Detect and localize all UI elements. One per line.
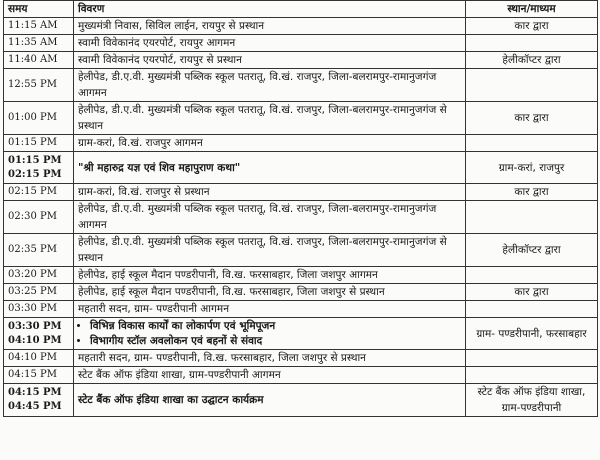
row-mode: कार द्वारा xyxy=(466,102,598,135)
time-value: 01:00 PM xyxy=(8,112,57,123)
time-value: 01:15 PM xyxy=(8,154,62,166)
row-time xyxy=(4,201,74,234)
row-mode xyxy=(466,35,598,52)
header-row xyxy=(4,1,598,18)
row-mode: हेलीकॉप्टर द्वारा xyxy=(466,52,598,69)
row-description: हेलीपेड, हाई स्कूल मैदान पण्डरीपानी, वि.ख. फरसाबहार, जिला जशपुर आगमन xyxy=(74,267,466,284)
schedule-row xyxy=(4,350,598,367)
time-value: 02:15 PM xyxy=(8,168,62,180)
schedule-row xyxy=(4,102,598,135)
row-time xyxy=(4,367,74,384)
row-time xyxy=(4,234,74,267)
row-time xyxy=(4,18,74,35)
schedule-table xyxy=(3,0,598,417)
row-time xyxy=(4,69,74,102)
row-mode xyxy=(466,367,598,384)
schedule-row xyxy=(4,267,598,284)
row-mode: स्टेट बैंक ऑफ इंडिया शाखा, ग्राम-पण्डरीपानी xyxy=(466,384,598,417)
time-value: 01:15 PM xyxy=(8,137,57,148)
row-time xyxy=(4,318,74,350)
time-value: 11:15 AM xyxy=(8,20,58,31)
row-time xyxy=(4,301,74,318)
schedule-row xyxy=(4,234,598,267)
schedule-row xyxy=(4,135,598,152)
schedule-row xyxy=(4,301,598,318)
row-mode xyxy=(466,301,598,318)
time-value: 11:35 AM xyxy=(8,37,58,48)
time-value: 02:30 PM xyxy=(8,211,57,222)
row-time xyxy=(4,267,74,284)
schedule-row xyxy=(4,384,598,417)
row-description: स्वामी विवेकानंद एयरपोर्ट, रायपुर आगमन xyxy=(74,35,466,52)
row-description: हेलीपेड, डी.ए.वी. मुख्यमंत्री पब्लिक स्कूल पतरातू, वि.खं. राजपुर, जिला-बलरामपुर-रामानुजगंज आगमन xyxy=(74,201,466,234)
row-time xyxy=(4,384,74,417)
row-mode: ग्राम-करां, राजपुर xyxy=(466,152,598,184)
row-description: ग्राम-करां, वि.खं. राजपुर से प्रस्थान xyxy=(74,184,466,201)
schedule-row xyxy=(4,318,598,350)
bullet-list xyxy=(78,319,461,349)
time-value: 12:55 PM xyxy=(8,79,57,90)
time-value: 03:25 PM xyxy=(8,286,57,297)
row-description: हेलीपेड, डी.ए.वी. मुख्यमंत्री पब्लिक स्कूल पतरातू, वि.खं. राजपुर, जिला-बलरामपुर-रामानुजगंज से प्रस्थान xyxy=(74,102,466,135)
row-time xyxy=(4,35,74,52)
schedule-row xyxy=(4,184,598,201)
row-description: हेलीपेड, डी.ए.वी. मुख्यमंत्री पब्लिक स्कूल पतरातू, वि.खं. राजपुर, जिला-बलरामपुर-रामानुजगंज आगमन xyxy=(74,69,466,102)
schedule-row xyxy=(4,152,598,184)
time-value: 03:30 PM xyxy=(8,303,57,314)
row-description: महतारी सदन, ग्राम- पण्डरीपानी आगमन xyxy=(74,301,466,318)
row-mode xyxy=(466,267,598,284)
row-description: स्टेट बैंक ऑफ इंडिया शाखा, ग्राम-पण्डरीपानी आगमन xyxy=(74,367,466,384)
row-mode xyxy=(466,135,598,152)
schedule-row xyxy=(4,35,598,52)
row-mode xyxy=(466,201,598,234)
row-description: हेलीपेड, हाई स्कूल मैदान पण्डरीपानी, वि.ख. फरसाबहार, जिला जशपुर से प्रस्थान xyxy=(74,284,466,301)
time-value: 03:30 PM xyxy=(8,320,62,332)
row-description: महतारी सदन, ग्राम- पण्डरीपानी, वि.ख. फरसाबहार, जिला जशपुर से प्रस्थान xyxy=(74,350,466,367)
row-description: "श्री महारुद्र यज्ञ एवं शिव महापुराण कथा" xyxy=(74,152,466,184)
time-value: 02:35 PM xyxy=(8,244,57,255)
schedule-row xyxy=(4,69,598,102)
row-description: हेलीपेड, डी.ए.वी. मुख्यमंत्री पब्लिक स्कूल पतरातू, वि.खं. राजपुर, जिला-बलरामपुर-रामानुजगंज से प्रस्थान xyxy=(74,234,466,267)
row-mode xyxy=(466,69,598,102)
time-value: 11:40 AM xyxy=(8,54,58,65)
schedule-row xyxy=(4,52,598,69)
row-description: स्वामी विवेकानंद एयरपोर्ट, रायपुर से प्रस्थान xyxy=(74,52,466,69)
row-description: मुख्यमंत्री निवास, सिविल लाईन, रायपुर से प्रस्थान xyxy=(74,18,466,35)
row-description: ग्राम-करां, वि.खं. राजपुर आगमन xyxy=(74,135,466,152)
time-value: 04:15 PM xyxy=(8,369,57,380)
header-mode: स्थान/माध्यम xyxy=(466,1,598,18)
time-value: 04:10 PM xyxy=(8,334,62,346)
row-time xyxy=(4,184,74,201)
row-time xyxy=(4,52,74,69)
time-value: 04:15 PM xyxy=(8,387,62,398)
schedule-row xyxy=(4,201,598,234)
row-mode xyxy=(466,350,598,367)
row-mode: कार द्वारा xyxy=(466,18,598,35)
row-time xyxy=(4,350,74,367)
time-value: 04:10 PM xyxy=(8,352,57,363)
schedule-rows xyxy=(4,18,598,417)
row-time xyxy=(4,152,74,184)
row-mode: हेलीकॉप्टर द्वारा xyxy=(466,234,598,267)
schedule-row xyxy=(4,18,598,35)
time-value: 02:15 PM xyxy=(8,186,57,197)
row-mode: कार द्वारा xyxy=(466,284,598,301)
header-description: विवरण xyxy=(74,1,466,18)
header-time: समय xyxy=(4,1,74,18)
row-time xyxy=(4,284,74,301)
row-time xyxy=(4,102,74,135)
schedule-row xyxy=(4,367,598,384)
row-mode: कार द्वारा xyxy=(466,184,598,201)
schedule-row xyxy=(4,284,598,301)
time-value: 04:45 PM xyxy=(8,401,62,412)
row-description: स्टेट बैंक ऑफ इंडिया शाखा का उद्घाटन कार्यक्रम xyxy=(74,384,466,417)
bullet-item: • विभिन्न विकास कार्यों का लोकार्पण एवं भूमिपूजन xyxy=(90,319,461,334)
row-description xyxy=(74,318,466,350)
time-value: 03:20 PM xyxy=(8,269,57,280)
row-mode: ग्राम- पण्डरीपानी, फरसाबहार xyxy=(466,318,598,350)
bullet-item: • विभागीय स्टॉल अवलोकन एवं बहनों से संवाद xyxy=(90,334,461,349)
row-time xyxy=(4,135,74,152)
